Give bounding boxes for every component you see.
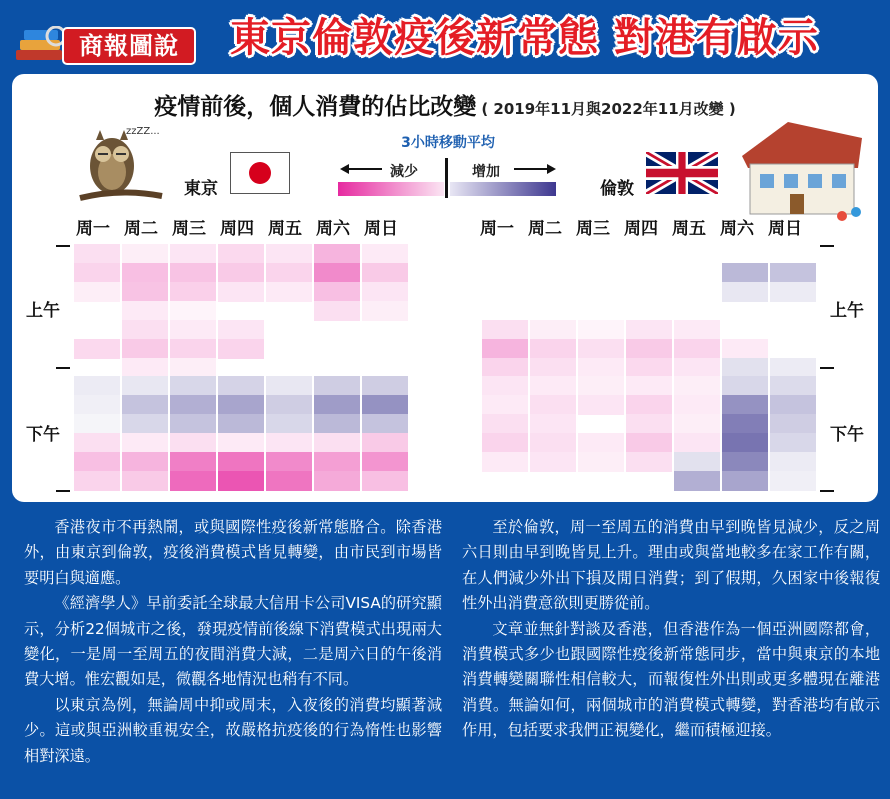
heatmap-cell [626,414,672,434]
heatmap-cell [170,244,216,264]
heatmap-cell [770,452,816,472]
heatmap-cell [674,433,720,453]
heatmap-cell [770,282,816,302]
heatmap-cell [770,358,816,378]
heatmap-cell [530,452,576,472]
heatmap-cell [170,452,216,472]
heatmap-cell [122,414,168,434]
heatmap-cell [314,452,360,472]
heatmap-cell [74,414,120,434]
tokyo-day-fri: 周五 [268,219,302,239]
heatmap-cell [266,433,312,453]
chart-panel [12,74,878,502]
heatmap-cell [674,414,720,434]
section-badge: 商報圖說 [62,27,196,65]
london-day-thu: 周四 [624,219,658,239]
tokyo-day-mon: 周一 [76,219,110,239]
heatmap-cell [122,244,168,264]
heatmap-cell [722,433,768,453]
heatmap-cell [770,395,816,415]
legend-increase-label: 增加 [472,164,500,180]
heatmap-cell [674,471,720,491]
london-day-fri: 周五 [672,219,706,239]
heatmap-cell [314,244,360,264]
heatmap-cell [530,376,576,396]
tokyo-day-tue: 周二 [124,219,158,239]
heatmap-cell [626,395,672,415]
heatmap-cell [266,452,312,472]
legend-divider [445,158,448,198]
heatmap-cell [362,244,408,264]
body-column-right [462,515,880,744]
heatmap-cell [770,433,816,453]
heatmap-cell [722,452,768,472]
heatmap-tokyo [74,244,410,490]
heatmap-cell [626,339,672,359]
heatmap-cell [218,244,264,264]
heatmap-cell [770,414,816,434]
heatmap-cell [578,320,624,340]
heatmap-cell [626,452,672,472]
japan-flag-icon [230,152,290,194]
heatmap-cell [314,433,360,453]
heatmap-cell [74,282,120,302]
heatmap-cell [122,433,168,453]
heatmap-cell [218,282,264,302]
heatmap-cell [674,376,720,396]
heatmap-cell [530,358,576,378]
heatmap-cell [170,376,216,396]
heatmap-cell [626,320,672,340]
label-morning-right: 上午 [830,301,864,321]
heatmap-cell [530,395,576,415]
london-day-sun: 周日 [768,219,802,239]
heatmap-cell [482,358,528,378]
heatmap-cell [674,320,720,340]
heatmap-cell [722,358,768,378]
heatmap-london [482,244,818,490]
heatmap-cell [722,263,768,283]
heatmap-cell [170,395,216,415]
heatmap-cell [74,263,120,283]
heatmap-cell [362,471,408,491]
heatmap-cell [362,263,408,283]
heatmap-cell [674,358,720,378]
chart-title-main: 疫情前後，個人消費的佔比改變 [154,94,477,120]
uk-flag-icon [646,152,718,194]
house-illustration-icon [738,116,868,226]
heatmap-cell [362,452,408,472]
tick-right-mid [820,367,834,369]
heatmap-cell [218,320,264,340]
headline: 東京倫敦疫後新常態 對港有啟示 [230,15,819,61]
heatmap-cell [482,452,528,472]
heatmap-cell [314,301,360,321]
heatmap-cell [362,395,408,415]
heatmap-cell [122,320,168,340]
heatmap-cell [170,414,216,434]
heatmap-cell [530,320,576,340]
heatmap-cell [482,414,528,434]
tick-left-bottom [56,490,70,492]
heatmap-cell [170,282,216,302]
heatmap-cell [266,395,312,415]
heatmap-cell [170,433,216,453]
heatmap-cell [530,339,576,359]
heatmap-cell [722,471,768,491]
heatmap-cell [266,471,312,491]
heatmap-cell [770,376,816,396]
heatmap-cell [170,339,216,359]
heatmap-cell [362,433,408,453]
heatmap-cell [362,301,408,321]
heatmap-cell [314,282,360,302]
heatmap-cell [122,471,168,491]
heatmap-cell [482,320,528,340]
heatmap-cell [122,263,168,283]
legend-decrease-bar [338,182,444,196]
heatmap-cell [482,339,528,359]
heatmap-cell [482,376,528,396]
heatmap-cell [578,452,624,472]
heatmap-cell [170,263,216,283]
heatmap-cell [674,395,720,415]
heatmap-cell [578,339,624,359]
legend-increase-bar [450,182,556,196]
heatmap-cell [74,395,120,415]
paragraph: 文章並無針對談及香港，但香港作為一個亞洲國際都會，消費模式多少也跟國際性疫後新常態同步，當中與東京的本地消費轉變關聯性相信較大，而報復性外出則或更多體現在離港消費。無論如何，兩個城市的消費模式轉變，對香港均有啟示作用，包括要求我們正視變化，繼而積極迎接。 [462,619,880,740]
arrow-right-icon [512,162,556,176]
heatmap-cell [722,395,768,415]
tick-right-bottom [820,490,834,492]
heatmap-cell [674,452,720,472]
heatmap-cell [122,395,168,415]
heatmap-cell [314,414,360,434]
heatmap-cell [626,358,672,378]
arrow-left-icon [340,162,384,176]
heatmap-cell [530,414,576,434]
heatmap-cell [482,395,528,415]
heatmap-cell [626,433,672,453]
heatmap-cell [770,471,816,491]
heatmap-cell [218,339,264,359]
legend-decrease-label: 減少 [390,164,418,180]
city-label-london: 倫敦 [600,179,634,199]
tokyo-day-sat: 周六 [316,219,350,239]
heatmap-cell [74,471,120,491]
heatmap-cell [530,433,576,453]
heatmap-cell [170,320,216,340]
london-day-wed: 周三 [576,219,610,239]
heatmap-cell [122,282,168,302]
heatmap-cell [266,244,312,264]
paragraph: 香港夜市不再熱鬧，或與國際性疫後新常態胳合。除香港外，由東京到倫敦，疫後消費模式皆見轉變，由市民到市場皆要明白與適應。 [24,518,442,587]
london-day-mon: 周一 [480,219,514,239]
heatmap-cell [362,376,408,396]
heatmap-cell [74,339,120,359]
heatmap-cell [74,244,120,264]
heatmap-cell [218,376,264,396]
label-afternoon-left: 下午 [26,425,60,445]
heatmap-cell [578,376,624,396]
label-morning-left: 上午 [26,301,60,321]
london-day-sat: 周六 [720,219,754,239]
paragraph: 以東京為例，無論周中抑或周末，入夜後的消費均顯著減少。這或與亞洲較重視安全，故嚴格抗疫後的行為惰性也影響相對深遠。 [24,695,442,765]
heatmap-cell [626,376,672,396]
chart-subtitle: ( 2019年11月與2022年11月改變 ) [481,100,736,118]
heatmap-cell [578,358,624,378]
heatmap-cell [170,358,216,378]
heatmap-cell [266,414,312,434]
heatmap-cell [122,301,168,321]
heatmap-cell [314,471,360,491]
heatmap-cell [218,263,264,283]
paragraph: 至於倫敦，周一至周五的消費由早到晚皆見減少，反之周六日則由早到晚皆見上升。理由或與當地較多在家工作有關，在人們減少外出下損及閒日消費；到了假期，久困家中後報復性外出消費意欲則更勝從前。 [462,518,880,613]
tokyo-day-sun: 周日 [364,219,398,239]
tick-right-top [820,245,834,247]
heatmap-cell [74,376,120,396]
heatmap-cell [170,301,216,321]
tokyo-day-wed: 周三 [172,219,206,239]
heatmap-cell [722,339,768,359]
tokyo-day-thu: 周四 [220,219,254,239]
tick-left-top [56,245,70,247]
owl-snore-text: zzZZ... [126,126,160,137]
heatmap-cell [122,339,168,359]
heatmap-cell [74,452,120,472]
london-day-tue: 周二 [528,219,562,239]
heatmap-cell [266,263,312,283]
heatmap-cell [314,263,360,283]
heatmap-cell [218,395,264,415]
heatmap-cell [674,339,720,359]
heatmap-cell [170,471,216,491]
heatmap-cell [362,414,408,434]
heatmap-cell [722,414,768,434]
heatmap-cell [266,282,312,302]
heatmap-cell [122,452,168,472]
city-label-tokyo: 東京 [184,179,218,199]
heatmap-cell [266,376,312,396]
heatmap-cell [362,282,408,302]
tick-left-mid [56,367,70,369]
heatmap-cell [218,471,264,491]
heatmap-cell [482,433,528,453]
heatmap-cell [722,282,768,302]
heatmap-cell [578,395,624,415]
legend-title: 3小時移動平均 [401,135,495,151]
heatmap-cell [218,414,264,434]
heatmap-cell [218,452,264,472]
heatmap-cell [314,376,360,396]
body-column-left [24,515,442,769]
paragraph: 《經濟學人》早前委託全球最大信用卡公司VISA的研究顯示，分析22個城市之後，發現疫情前後線下消費模式出現兩大變化，一是周一至周五的夜間消費大減，二是周六日的午後消費大增。惟宏觀如是，微觀各地情況也稍有不同。 [24,594,442,689]
heatmap-cell [578,433,624,453]
heatmap-cell [770,263,816,283]
header [0,0,890,72]
heatmap-cell [122,358,168,378]
label-afternoon-right: 下午 [830,425,864,445]
heatmap-cell [74,433,120,453]
heatmap-cell [722,376,768,396]
heatmap-cell [122,376,168,396]
heatmap-cell [218,433,264,453]
heatmap-cell [314,395,360,415]
